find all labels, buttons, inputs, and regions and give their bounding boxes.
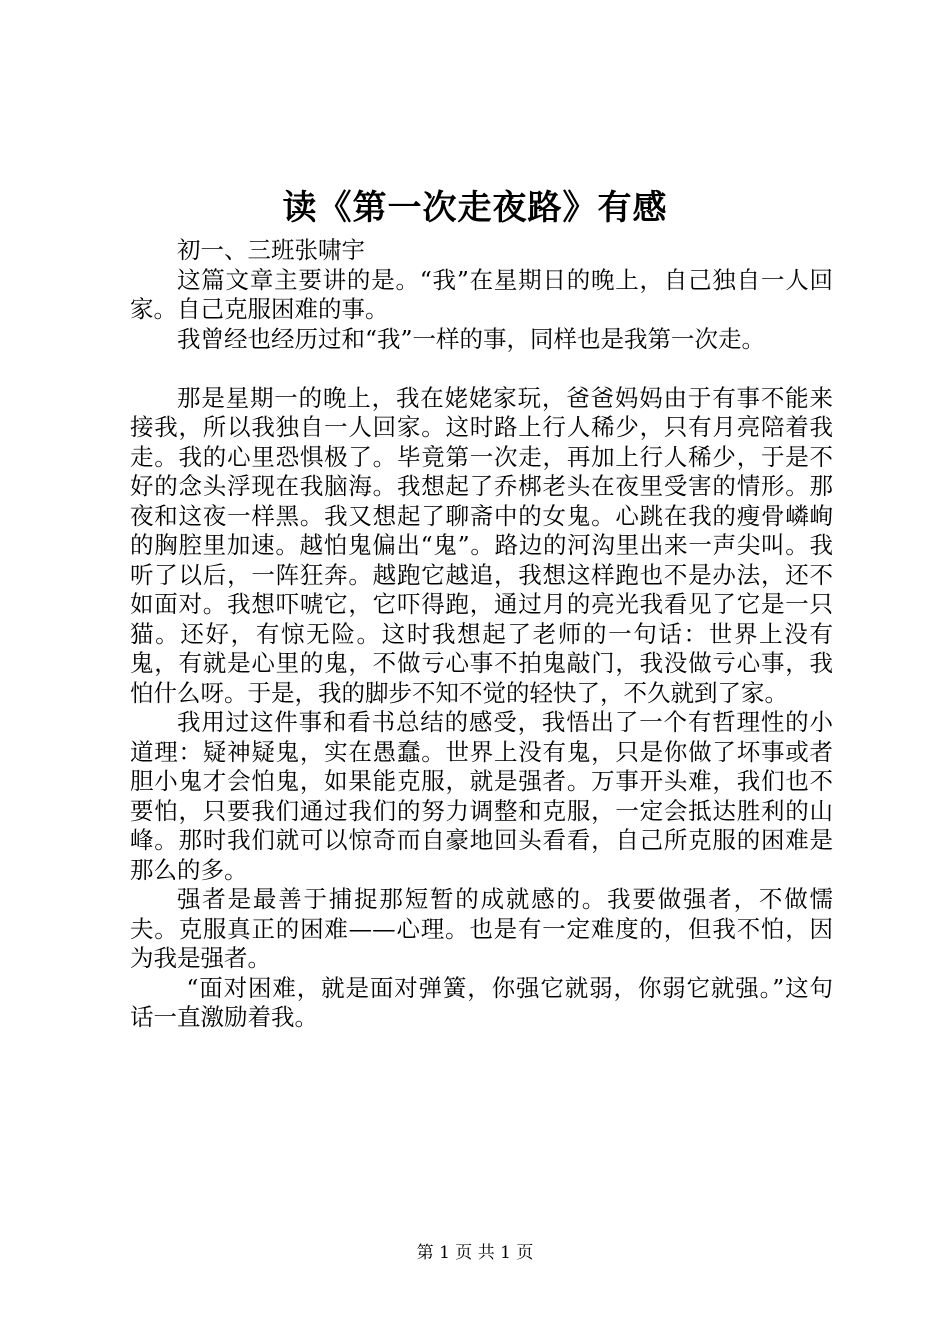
document-body xyxy=(130,236,833,1033)
page-title: 读《第一次走夜路》有感 xyxy=(282,188,668,228)
author-line: 初一、三班张啸宇 xyxy=(177,236,365,264)
paragraph-4: 我用过这件事和看书总结的感受，我悟出了一个有哲理性的小道理：疑神疑鬼，实在愚蠢。世界上没有鬼，只是你做了坏事或者胆小鬼才会怕鬼，如果能克服，就是强者。万事开头难，我们也不要怕，只要我们通过我们的努力调整和克服，一定会抵达胜利的山峰。那时我们就可以惊奇而自豪地回头看看，自己所克服的困难是那么的多。 xyxy=(130,708,833,884)
paragraph-1: 这篇文章主要讲的是。“我”在星期日的晚上，自己独自一人回家。自己克服困难的事。 xyxy=(130,265,833,323)
paragraph-2: 我曾经也经历过和“我”一样的事，同样也是我第一次走。 xyxy=(177,324,766,353)
paragraph-6: “面对困难，就是面对弹簧，你强它就弱，你弱它就强。”这句话一直激励着我。 xyxy=(130,973,833,1031)
paragraph-5: 强者是最善于捕捉那短暂的成就感的。我要做强者，不做懦夫。克服真正的困难——心理。也是有一定难度的，但我不怕，因为我是强者。 xyxy=(130,885,833,972)
page-footer: 第 1 页 共 1 页 xyxy=(416,1243,534,1263)
paragraph-3: 那是星期一的晚上，我在姥姥家玩，爸爸妈妈由于有事不能来接我，所以我独自一人回家。这时路上行人稀少，只有月亮陪着我走。我的心里恐惧极了。毕竟第一次走，再加上行人稀少，于是不好的念头浮现在我脑海。我想起了乔梆老头在夜里受害的情形。那夜和这夜一样黑。我又想起了聊斋中的女鬼。心跳在我的瘦骨嶙峋的胸腔里加速。越怕鬼偏出“鬼”。路边的河沟里出来一声尖叫。我听了以后，一阵狂奔。越跑它越追，我想这样跑也不是办法，还不如面对。我想吓唬它，它吓得跑，通过月的亮光我看见了它是一只猫。还好，有惊无险。这时我想起了老师的一句话：世界上没有鬼，有就是心里的鬼，不做亏心事不拍鬼敲门，我没做亏心事，我怕什么呀。于是，我的脚步不知不觉的轻快了，不久就到了家。 xyxy=(130,383,833,707)
